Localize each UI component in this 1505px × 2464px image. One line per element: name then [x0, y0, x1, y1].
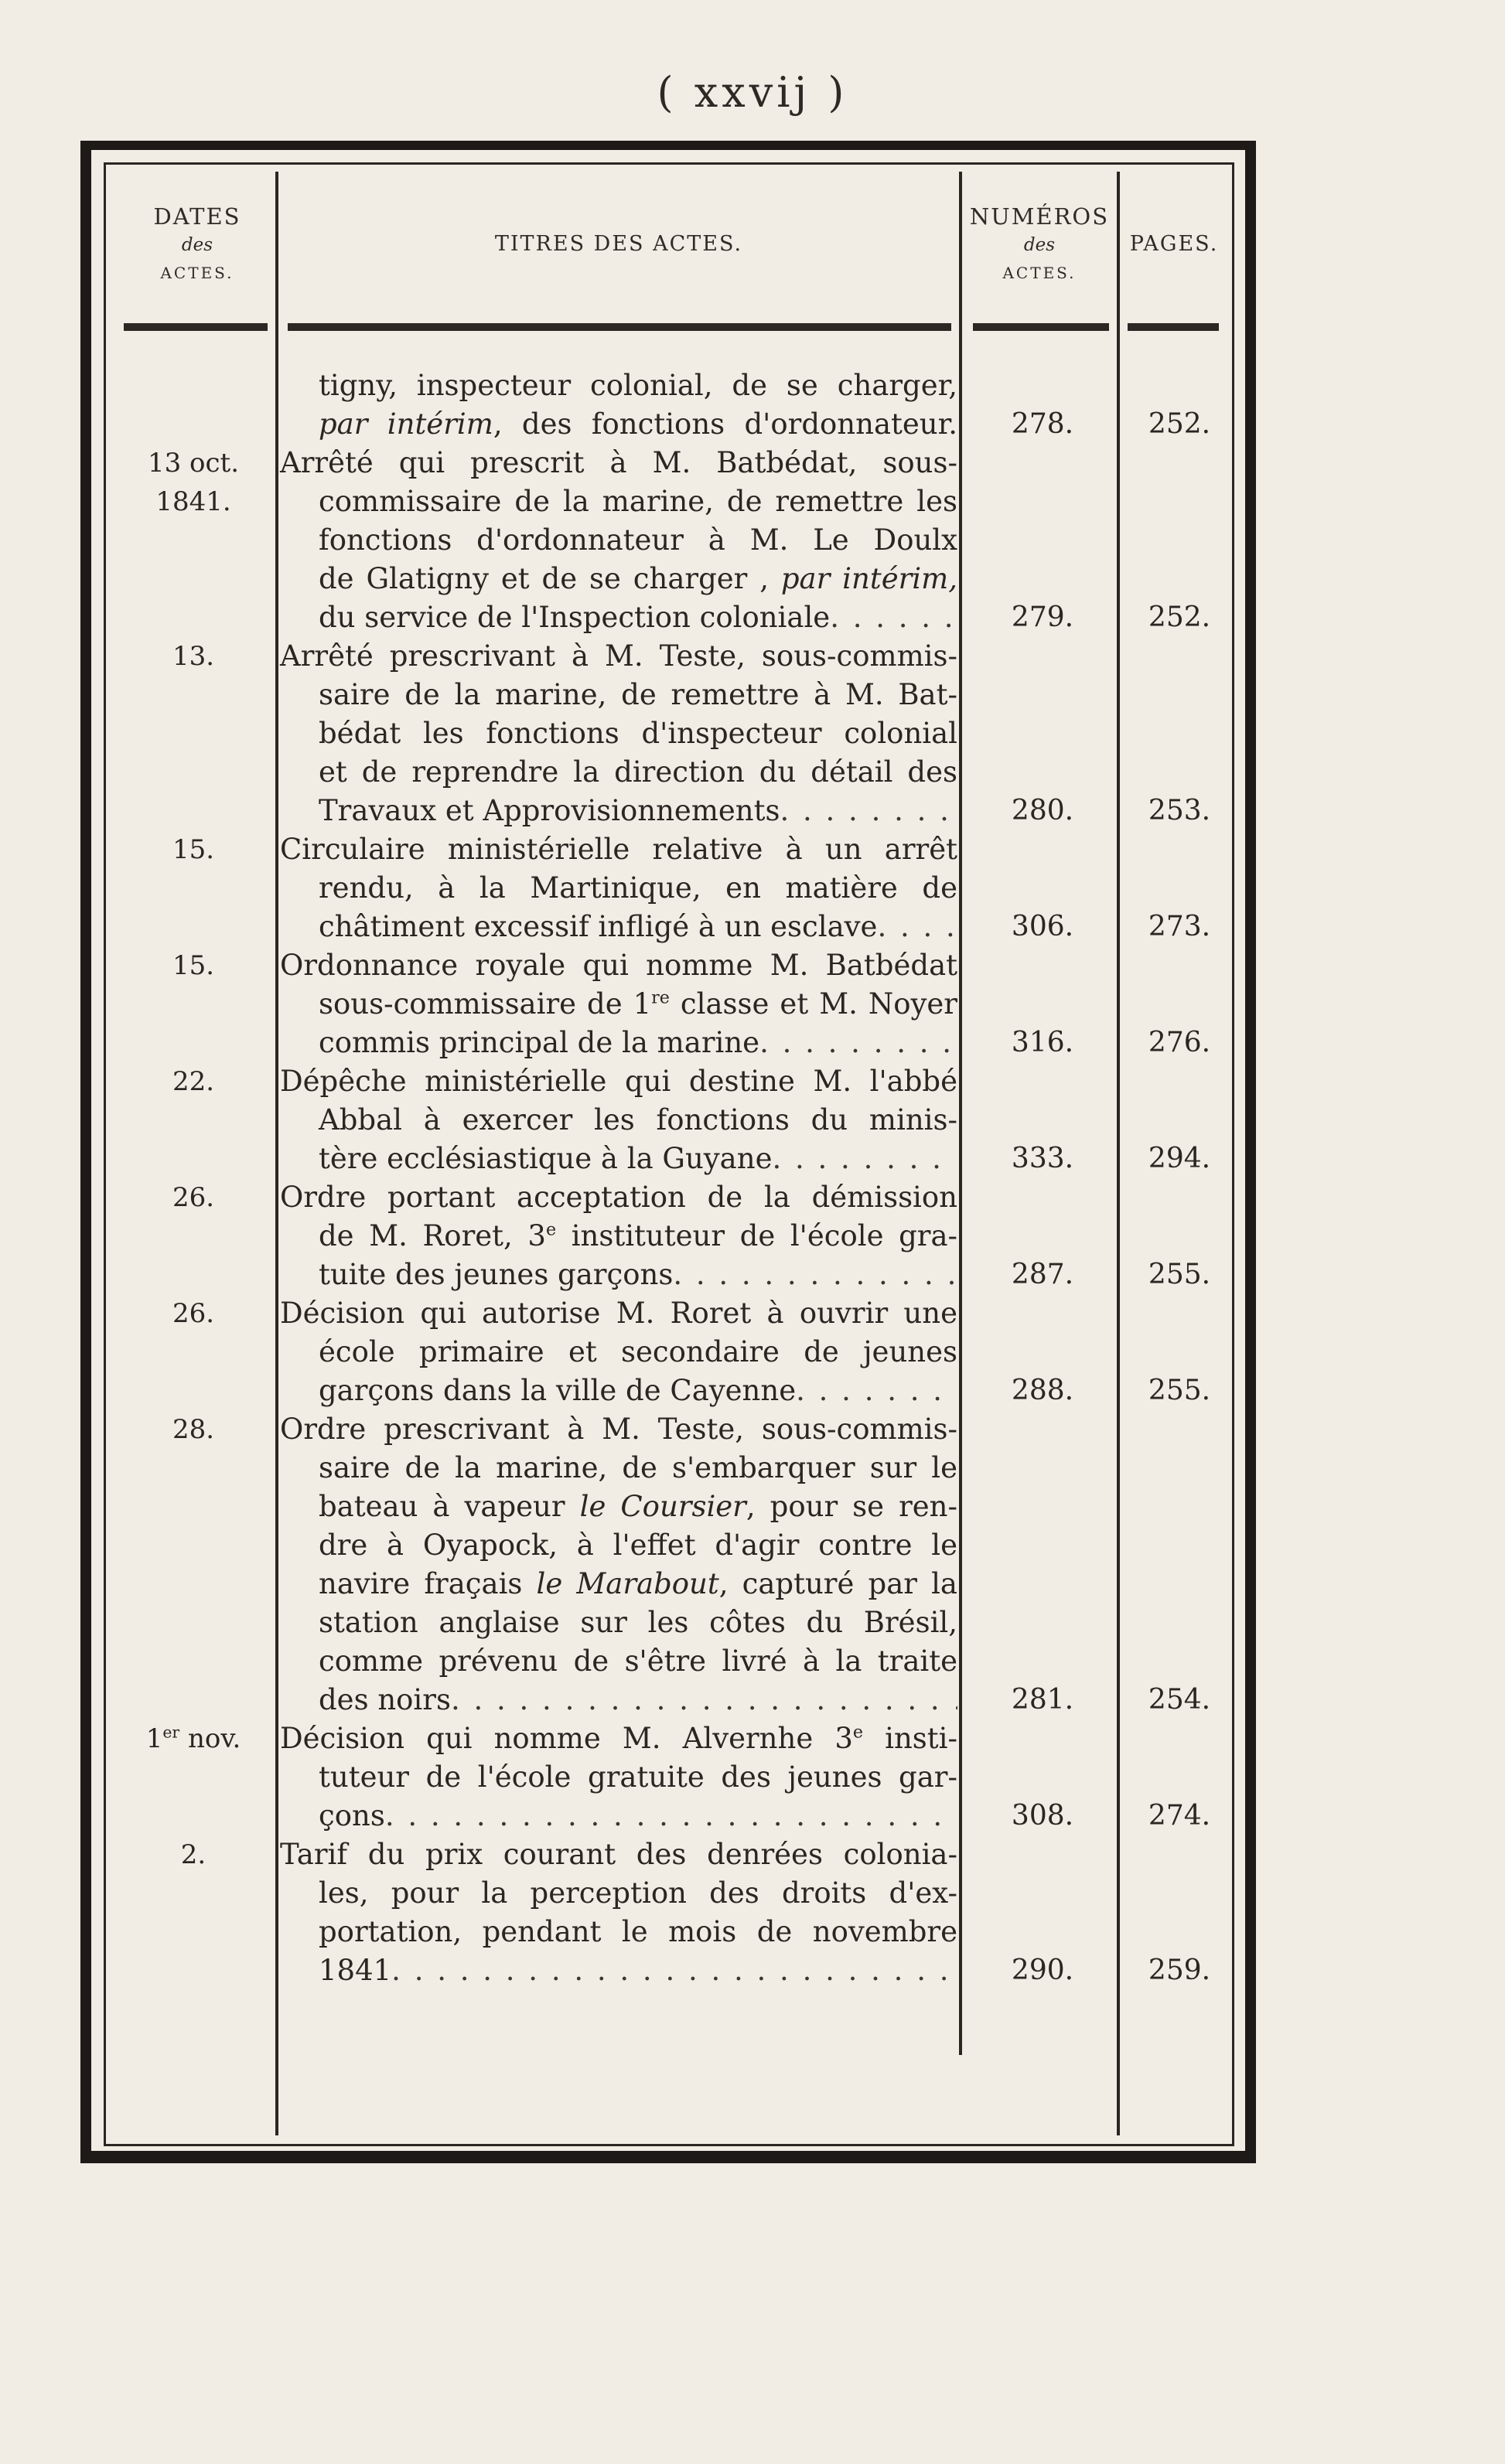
row-title: Décision qui autorise M. Roret à ouvrir une: [280, 1297, 957, 1330]
row-title: portation, pendant le mois de novembre: [319, 1915, 957, 1948]
row-title: saire de la marine, de s'embarquer sur le: [319, 1451, 957, 1484]
table-row: [0, 1256, 1505, 1294]
row-title-text: Travaux et Approvisionnements: [319, 794, 780, 827]
dot-leader: [673, 1256, 957, 1294]
row-title: Arrêté prescrivant à M. Teste, sous-commis-: [280, 639, 957, 673]
table-row: [0, 560, 1505, 598]
table-row: [0, 1410, 1505, 1449]
row-act-number: 308.: [1011, 1800, 1074, 1832]
table-row: [0, 1526, 1505, 1565]
table-row: [0, 366, 1505, 405]
dot-leader: [391, 1951, 957, 1990]
dot-leader: [877, 908, 957, 946]
row-title-part: e: [545, 1219, 557, 1240]
row-title: les, pour la perception des droits d'ex-: [319, 1876, 957, 1910]
dot-leader: [772, 1140, 957, 1178]
table-row: [0, 1835, 1505, 1874]
table-row: [0, 1488, 1505, 1526]
row-title: commissaire de la marine, de remettre les: [319, 485, 957, 518]
table-row: [0, 753, 1505, 792]
row-title: dre à Oyapock, à l'effet d'agir contre le: [319, 1528, 957, 1562]
row-title: [319, 1951, 957, 1990]
table-row: [0, 598, 1505, 637]
row-title: [319, 560, 957, 598]
table-row: [0, 637, 1505, 676]
table-row: [0, 1140, 1505, 1178]
row-title: [319, 1681, 957, 1719]
row-title-text: çons: [319, 1799, 385, 1832]
row-title: [319, 598, 957, 637]
header-dates: [116, 201, 278, 288]
row-title-part: classe et M. Noyer: [669, 987, 957, 1021]
row-title-text: commis principal de la marine: [319, 1026, 760, 1059]
row-act-number: 333.: [1011, 1143, 1074, 1174]
row-title-text: 1841: [319, 1954, 392, 1987]
dot-leader: [451, 1681, 957, 1719]
header-rule-numbers: [973, 323, 1109, 331]
table-row: [0, 1062, 1505, 1101]
row-date: 28.: [172, 1414, 215, 1445]
header-numbers-line2: des: [1023, 235, 1056, 255]
row-date: 13 oct.: [147, 448, 240, 479]
header-numbers-line3: ACTES.: [1002, 264, 1077, 282]
table-row: [0, 1642, 1505, 1681]
row-title: Abbal à exercer les fonctions du minis-: [319, 1103, 957, 1137]
table-row: [0, 908, 1505, 946]
italic-text: par intérim,: [780, 562, 957, 595]
row-page-number: 273.: [1148, 911, 1211, 942]
table-row: [0, 1913, 1505, 1951]
table-row: [0, 444, 1505, 482]
row-title: saire de la marine, de remettre à M. Bat-: [319, 678, 957, 711]
row-title: Ordre prescrivant à M. Teste, sous-commis-: [280, 1413, 957, 1446]
dot-leader: [759, 1024, 957, 1062]
row-title: tuteur de l'école gratuite des jeunes gar-: [319, 1760, 957, 1794]
table-row: [0, 1178, 1505, 1217]
row-title: [319, 1217, 957, 1256]
table-row: [0, 482, 1505, 521]
table-row: [0, 1681, 1505, 1719]
table-row: [0, 405, 1505, 444]
table-row: [0, 676, 1505, 714]
table-row: [0, 714, 1505, 753]
table-row: [0, 830, 1505, 869]
row-title-part: e: [852, 1722, 864, 1743]
row-title: [319, 1372, 957, 1410]
row-title: tigny, inspecteur colonial, de se charger,: [319, 369, 957, 402]
header-dates-line2: des: [181, 235, 213, 255]
header-dates-line3: ACTES.: [160, 264, 234, 282]
table-row: [0, 946, 1505, 985]
row-title: bédat les fonctions d'inspecteur colonial: [319, 717, 957, 750]
row-page-number: 276.: [1148, 1027, 1211, 1058]
row-title-text: tère ecclésiastique à la Guyane: [319, 1142, 773, 1175]
row-page-number: 254.: [1148, 1684, 1211, 1716]
row-title: [319, 908, 957, 946]
row-title-part: , capturé par la: [718, 1567, 957, 1600]
row-title: fonctions d'ordonnateur à M. Le Doulx: [319, 523, 957, 557]
italic-text: le Coursier: [579, 1490, 746, 1523]
table-row: [0, 1719, 1505, 1758]
table-row: [0, 1565, 1505, 1603]
row-act-number: 288.: [1011, 1375, 1074, 1406]
row-title-part: de M. Roret, 3: [319, 1219, 546, 1252]
row-title-part: re: [651, 987, 670, 1008]
table-row: [0, 1024, 1505, 1062]
row-title-text: tuite des jeunes garçons: [319, 1258, 674, 1291]
header-numbers: [964, 201, 1115, 288]
header-rule-dates: [124, 323, 268, 331]
table-row: [0, 1449, 1505, 1488]
table-row: [0, 1101, 1505, 1140]
row-date: 26.: [172, 1298, 215, 1329]
row-date: 15.: [172, 950, 215, 981]
italic-text: par intérim: [319, 407, 493, 441]
row-page-number: 259.: [1148, 1955, 1211, 1986]
row-page-number: 253.: [1148, 795, 1211, 826]
table-row: [0, 1217, 1505, 1256]
row-date: 13.: [172, 641, 215, 672]
row-title: Dépêche ministérielle qui destine M. l'abbé: [280, 1065, 957, 1098]
table-row: [0, 1603, 1505, 1642]
dot-leader: [385, 1797, 957, 1835]
row-act-number: 281.: [1011, 1684, 1074, 1716]
row-act-number: 287.: [1011, 1259, 1074, 1290]
table-row: [0, 1951, 1505, 1990]
row-act-number: 290.: [1011, 1955, 1074, 1986]
row-title-part: , des fonctions d'ordonnateur.: [493, 407, 957, 441]
row-date: 15.: [172, 834, 215, 865]
row-title-part: insti-: [863, 1722, 957, 1755]
row-title: station anglaise sur les côtes du Brésil,: [319, 1606, 957, 1639]
table-row: [0, 1758, 1505, 1797]
row-title: rendu, à la Martinique, en matière de: [319, 871, 957, 905]
row-title: [319, 1256, 957, 1294]
header-titles: TITRES DES ACTES.: [494, 232, 743, 256]
header-pages: PAGES.: [1129, 232, 1219, 256]
row-title: [319, 1024, 957, 1062]
row-title: [319, 1488, 957, 1526]
header-dates-line1: DATES: [153, 203, 241, 230]
dot-leader: [830, 598, 957, 637]
row-title-text: garçons dans la ville de Cayenne: [319, 1374, 797, 1407]
page-header: ( xxvij ): [657, 68, 848, 117]
row-title-part: , pour se ren-: [746, 1490, 957, 1523]
row-title: [319, 985, 957, 1024]
row-page-number: 274.: [1148, 1800, 1211, 1832]
row-act-number: 278.: [1011, 408, 1074, 440]
table-row: [0, 1797, 1505, 1835]
dot-leader: [780, 792, 957, 830]
row-act-number: 306.: [1011, 911, 1074, 942]
row-title: Ordonnance royale qui nomme M. Batbédat: [280, 949, 957, 982]
row-date: [116, 1719, 271, 1758]
row-title: Ordre portant acceptation de la démission: [280, 1181, 957, 1214]
table-row: [0, 521, 1505, 560]
row-title: Circulaire ministérielle relative à un arrêt: [280, 833, 957, 866]
row-title-text: du service de l'Inspection coloniale: [319, 601, 831, 634]
row-date: 22.: [172, 1066, 215, 1097]
row-date: 2.: [180, 1839, 206, 1870]
table-row: [0, 1294, 1505, 1333]
row-title-part: Décision qui nomme M. Alvernhe 3: [280, 1722, 853, 1755]
row-title: [319, 405, 957, 444]
row-title: [319, 1140, 957, 1178]
table-row: [0, 1333, 1505, 1372]
row-page-number: 252.: [1148, 602, 1211, 633]
row-act-number: 316.: [1011, 1027, 1074, 1058]
row-title: [280, 1719, 957, 1758]
row-title-text: des noirs: [319, 1683, 451, 1716]
table-row: [0, 1372, 1505, 1410]
header-numbers-line1: NUMÉROS: [969, 203, 1110, 230]
row-date-part: 1: [145, 1723, 163, 1754]
row-act-number: 280.: [1011, 795, 1074, 826]
row-date: 26.: [172, 1182, 215, 1213]
row-title-part: de Glatigny et de se charger ,: [319, 562, 781, 595]
row-date-part: nov.: [179, 1723, 241, 1754]
table-row: [0, 869, 1505, 908]
row-title: [319, 792, 957, 830]
table-row: [0, 985, 1505, 1024]
row-title: Arrêté qui prescrit à M. Batbédat, sous-: [280, 446, 957, 479]
row-title: Tarif du prix courant des denrées colonia-: [280, 1838, 957, 1871]
row-act-number: 279.: [1011, 602, 1074, 633]
row-title: école primaire et secondaire de jeunes: [319, 1335, 957, 1368]
row-page-number: 255.: [1148, 1375, 1211, 1406]
dot-leader: [796, 1372, 957, 1410]
table-row: [0, 792, 1505, 830]
row-title: comme prévenu de s'être livré à la traite: [319, 1644, 957, 1678]
table-row: [0, 1874, 1505, 1913]
row-title-part: sous-commissaire de 1: [319, 987, 652, 1021]
row-title: [319, 1565, 957, 1603]
header-rule-pages: [1128, 323, 1219, 331]
row-title: et de reprendre la direction du détail des: [319, 755, 957, 789]
row-page-number: 252.: [1148, 408, 1211, 440]
row-date-part: er: [162, 1723, 180, 1742]
row-title: [319, 1797, 957, 1835]
row-title-text: châtiment excessif infligé à un esclave: [319, 910, 878, 943]
row-title-part: instituteur de l'école gra-: [556, 1219, 957, 1252]
row-page-number: 294.: [1148, 1143, 1211, 1174]
row-page-number: 255.: [1148, 1259, 1211, 1290]
row-title-part: bateau à vapeur: [319, 1490, 580, 1523]
row-date: 1841.: [155, 486, 231, 517]
row-title-part: navire fraçais: [319, 1567, 537, 1600]
italic-text: le Marabout: [536, 1567, 719, 1600]
header-rule-titles: [288, 323, 951, 331]
